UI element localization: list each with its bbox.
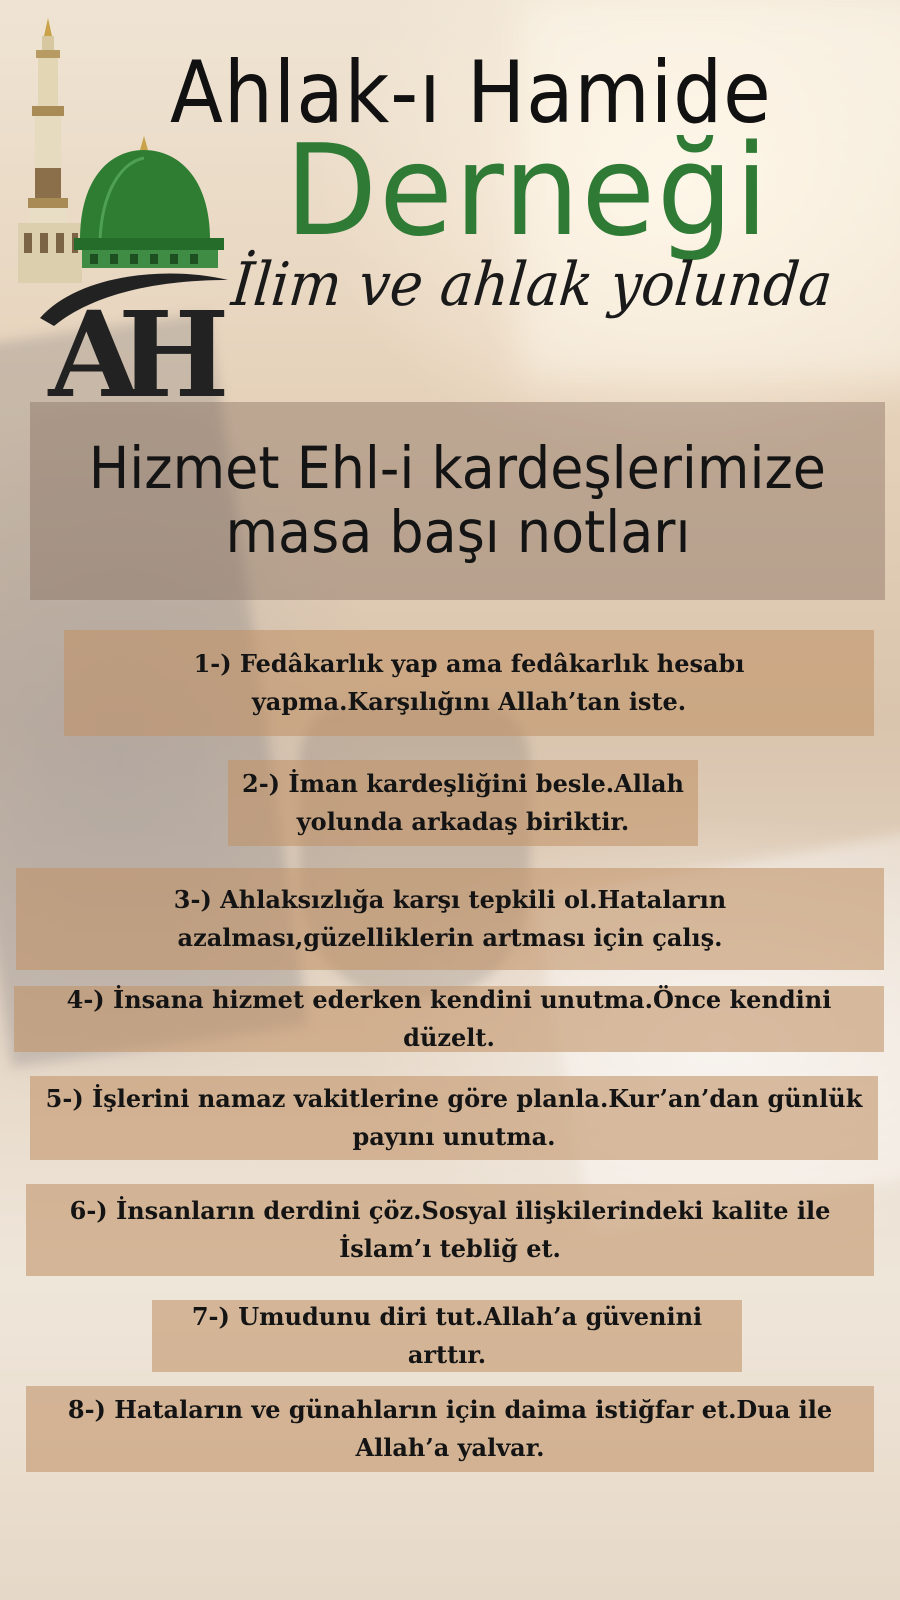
note-text: 3-) Ahlaksızlığa karşı tepkili ol.Hataların azalması,güzelliklerin artması için çalış.: [173, 884, 727, 952]
heading-line-1: Hizmet Ehl-i kardeşlerimize: [88, 434, 827, 503]
note-text: 8-) Hataların ve günahların için daima istiğfar et.Dua ile Allah’a yalvar.: [67, 1394, 833, 1462]
note-item: [30, 1076, 878, 1160]
note-text: 4-) İnsana hizmet ederken kendini unutma.Önce kendini düzelt.: [66, 984, 832, 1052]
note-text: 1-) Fedâkarlık yap ama fedâkarlık hesabı yapma.Karşılığını Allah’tan iste.: [193, 648, 745, 716]
note-item: [26, 1184, 874, 1276]
note-item: [152, 1300, 742, 1372]
tagline: İlim ve ahlak yolunda: [228, 250, 836, 320]
note-item: [64, 630, 874, 736]
heading-line-2: masa başı notları: [225, 498, 690, 566]
note-item: [228, 760, 698, 846]
note-item: [14, 986, 884, 1052]
organization-title: Ahlak-ı Hamide: [170, 43, 772, 143]
note-item: [26, 1386, 874, 1472]
note-text: 6-) İnsanların derdini çöz.Sosyal ilişkilerindeki kalite ile İslam’ı tebliğ et.: [69, 1195, 831, 1263]
note-text: 5-) İşlerini namaz vakitlerine göre planla.Kur’an’dan günlük payını unutma.: [45, 1083, 863, 1151]
heading-panel: [30, 402, 885, 600]
note-text: 2-) İman kardeşliğini besle.Allah yolunda arkadaş biriktir.: [242, 768, 684, 836]
organization-title-accent: Derneği: [285, 117, 770, 264]
note-text: 7-) Umudunu diri tut.Allah’a güvenini arttır.: [191, 1301, 703, 1369]
green-dome-icon: [74, 136, 224, 268]
logo-monogram: AH: [48, 285, 208, 398]
minaret-icon: [18, 18, 82, 283]
note-item: [16, 868, 884, 970]
